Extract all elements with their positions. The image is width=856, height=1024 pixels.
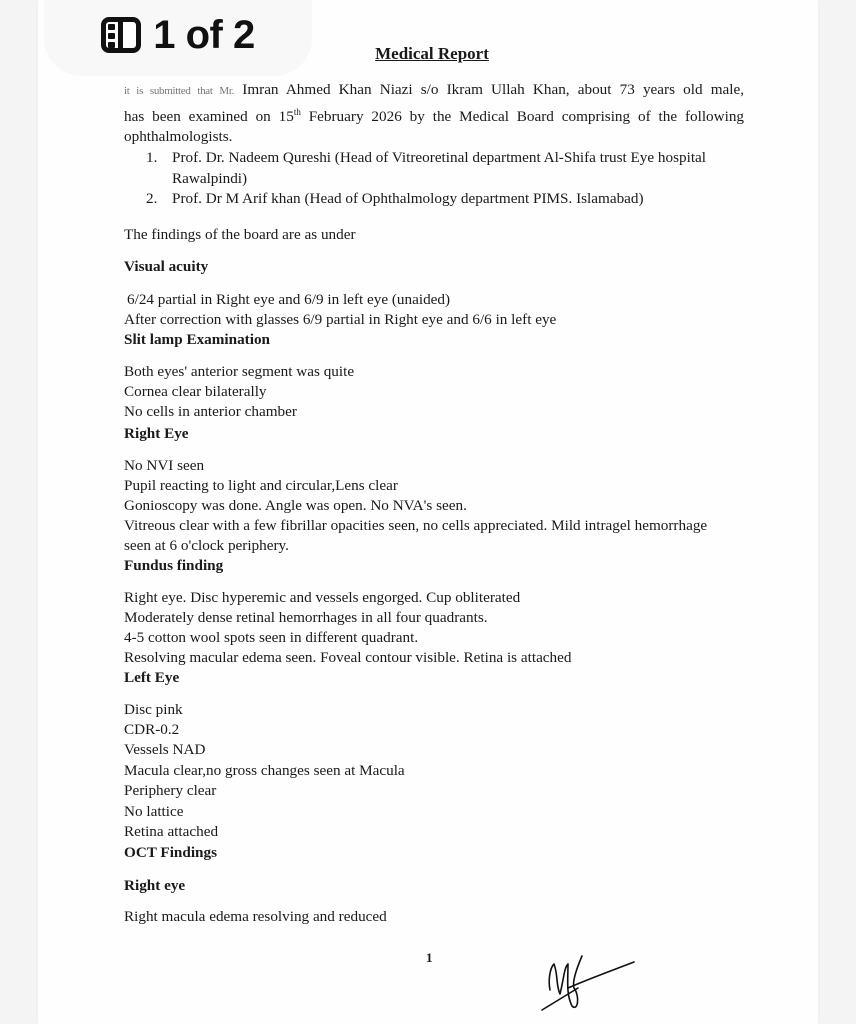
heading-oct: OCT Findings xyxy=(124,844,217,861)
fundus-line: Resolving macular edema seen. Foveal contour visible. Retina is attached xyxy=(124,649,572,666)
left-eye-line: CDR-0.2 xyxy=(124,721,180,738)
heading-right-eye: Right Eye xyxy=(124,425,189,442)
slit-lamp-line: Both eyes' anterior segment was quite xyxy=(124,363,355,380)
signature xyxy=(538,950,638,1014)
fundus-line: Right eye. Disc hyperemic and vessels engorged. Cup obliterated xyxy=(124,589,521,606)
sidebar-pages-icon[interactable] xyxy=(101,17,141,53)
intro-line-1: Imran Ahmed Khan Niazi s/o Ikram Ullah Khan, about 73 years old male, xyxy=(242,81,745,98)
right-eye-line: Vitreous clear with a few fibrillar opacities seen, no cells appreciated. Mild intragel hemorrhage xyxy=(124,517,708,534)
left-eye-line: Retina attached xyxy=(124,823,219,840)
fundus-line: 4-5 cotton wool spots seen in different quadrant. xyxy=(124,629,419,646)
board-member-text: Prof. Dr M Arif khan (Head of Ophthalmology department PIMS. Islamabad) xyxy=(172,190,644,207)
board-member-number: 1. xyxy=(146,149,158,166)
findings-intro: The findings of the board are as under xyxy=(124,226,356,243)
intro-line-3: ophthalmologists. xyxy=(124,128,233,146)
heading-left-eye: Left Eye xyxy=(124,669,180,686)
oct-subheading-right-eye: Right eye xyxy=(124,877,186,894)
right-eye-line: seen at 6 o'clock periphery. xyxy=(124,537,289,554)
left-eye-line: Periphery clear xyxy=(124,782,217,799)
heading-fundus: Fundus finding xyxy=(124,557,224,574)
board-member xyxy=(146,189,746,210)
fundus-line: Moderately dense retinal hemorrhages in all four quadrants. xyxy=(124,609,488,626)
right-eye-line: No NVI seen xyxy=(124,457,205,474)
intro-line-2-pre: has been examined on 15 xyxy=(124,107,294,125)
right-eye-line: Gonioscopy was done. Angle was open. No NVA's seen. xyxy=(124,497,467,514)
board-member-text-cont: Rawalpindi) xyxy=(172,169,248,187)
heading-slit-lamp: Slit lamp Examination xyxy=(124,331,270,348)
board-member-list xyxy=(146,148,746,210)
page-indicator-badge[interactable] xyxy=(44,0,312,76)
heading-visual-acuity: Visual acuity xyxy=(124,258,209,275)
intro-line-2-post: February 2026 by the Medical Board comprising of the following xyxy=(300,107,745,125)
right-eye-line: Pupil reacting to light and circular,Lens clear xyxy=(124,477,398,494)
visual-acuity-line: 6/24 partial in Right eye and 6/9 in left eye (unaided) xyxy=(127,291,451,308)
intro-paragraph xyxy=(124,80,744,148)
slit-lamp-line: Cornea clear bilaterally xyxy=(124,383,267,400)
intro-faded-text: it is submitted that Mr. xyxy=(124,85,235,97)
board-member-number: 2. xyxy=(146,190,158,207)
left-eye-line: Macula clear,no gross changes seen at Macula xyxy=(124,762,405,779)
left-eye-line: Disc pink xyxy=(124,701,183,718)
intro-line-2-sup: th xyxy=(293,106,301,117)
document-title: Medical Report xyxy=(375,44,489,63)
left-eye-line: No lattice xyxy=(124,803,184,820)
board-member-text: Prof. Dr. Nadeem Qureshi (Head of Vitreoretinal department Al-Shifa trust Eye hospital xyxy=(172,149,707,166)
slit-lamp-line: No cells in anterior chamber xyxy=(124,403,297,420)
page-number: 1 xyxy=(426,950,433,965)
left-eye-line: Vessels NAD xyxy=(124,741,206,758)
page-indicator-text: 1 of 2 xyxy=(153,12,255,57)
board-member xyxy=(146,148,746,189)
visual-acuity-line: After correction with glasses 6/9 partial in Right eye and 6/6 in left eye xyxy=(124,311,557,328)
oct-line: Right macula edema resolving and reduced xyxy=(124,908,387,925)
